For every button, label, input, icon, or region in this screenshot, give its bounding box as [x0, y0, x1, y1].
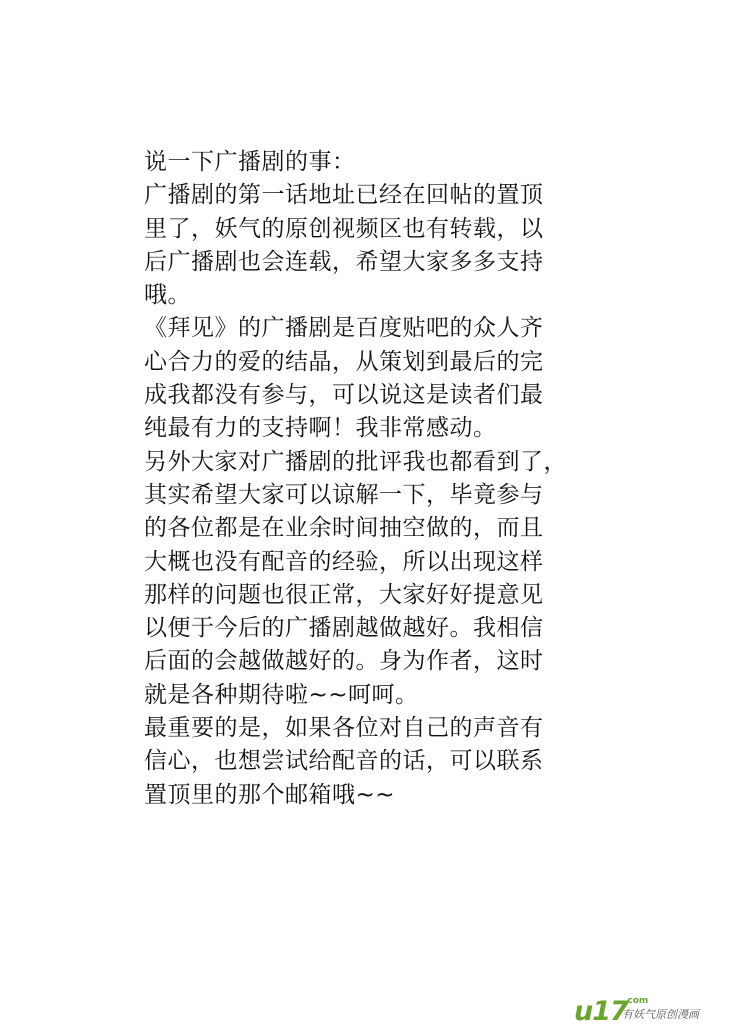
text-line: 后面的会越做越好的。身为作者，这时 [144, 648, 544, 675]
text-line: 里了，妖气的原创视频区也有转载，以 [144, 215, 544, 242]
text-line: 《拜见》的广播剧是百度贴吧的众人齐 [144, 315, 544, 342]
text-line: 其实希望大家可以谅解一下，毕竟参与 [144, 481, 544, 508]
text-line: 心合力的爱的结晶，从策划到最后的完 [144, 348, 544, 375]
text-line: 的各位都是在业余时间抽空做的，而且 [144, 515, 544, 542]
text-line: 纯最有力的支持啊！我非常感动。 [144, 415, 497, 442]
watermark-tagline: 有妖气原创漫画 [622, 1008, 699, 1021]
watermark-domain: .com [624, 996, 649, 1006]
text-line: 另外大家对广播剧的批评我也都看到了， [144, 448, 567, 475]
text-line: 那样的问题也很正常，大家好好提意见 [144, 581, 544, 608]
text-line: 最重要的是，如果各位对自己的声音有 [144, 715, 544, 742]
text-line: 就是各种期待啦~~呵呵。 [144, 681, 419, 708]
text-line: 信心，也想尝试给配音的话，可以联系 [144, 748, 544, 775]
text-line: 置顶里的那个邮箱哦~~ [144, 781, 396, 808]
author-note-text [144, 146, 594, 812]
text-line: 广播剧的第一话地址已经在回帖的置顶 [144, 182, 544, 209]
text-line: 大概也没有配音的经验，所以出现这样 [144, 548, 544, 575]
text-line: 以便于今后的广播剧越做越好。我相信 [144, 615, 544, 642]
text-line: 哦。 [144, 282, 191, 309]
u17-logo: u17 [574, 996, 628, 1027]
text-line: 后广播剧也会连载，希望大家多多支持 [144, 248, 544, 275]
u17-watermark [574, 996, 719, 1026]
text-line: 成我都没有参与，可以说这是读者们最 [144, 382, 544, 409]
text-line: 说一下广播剧的事： [144, 149, 356, 175]
